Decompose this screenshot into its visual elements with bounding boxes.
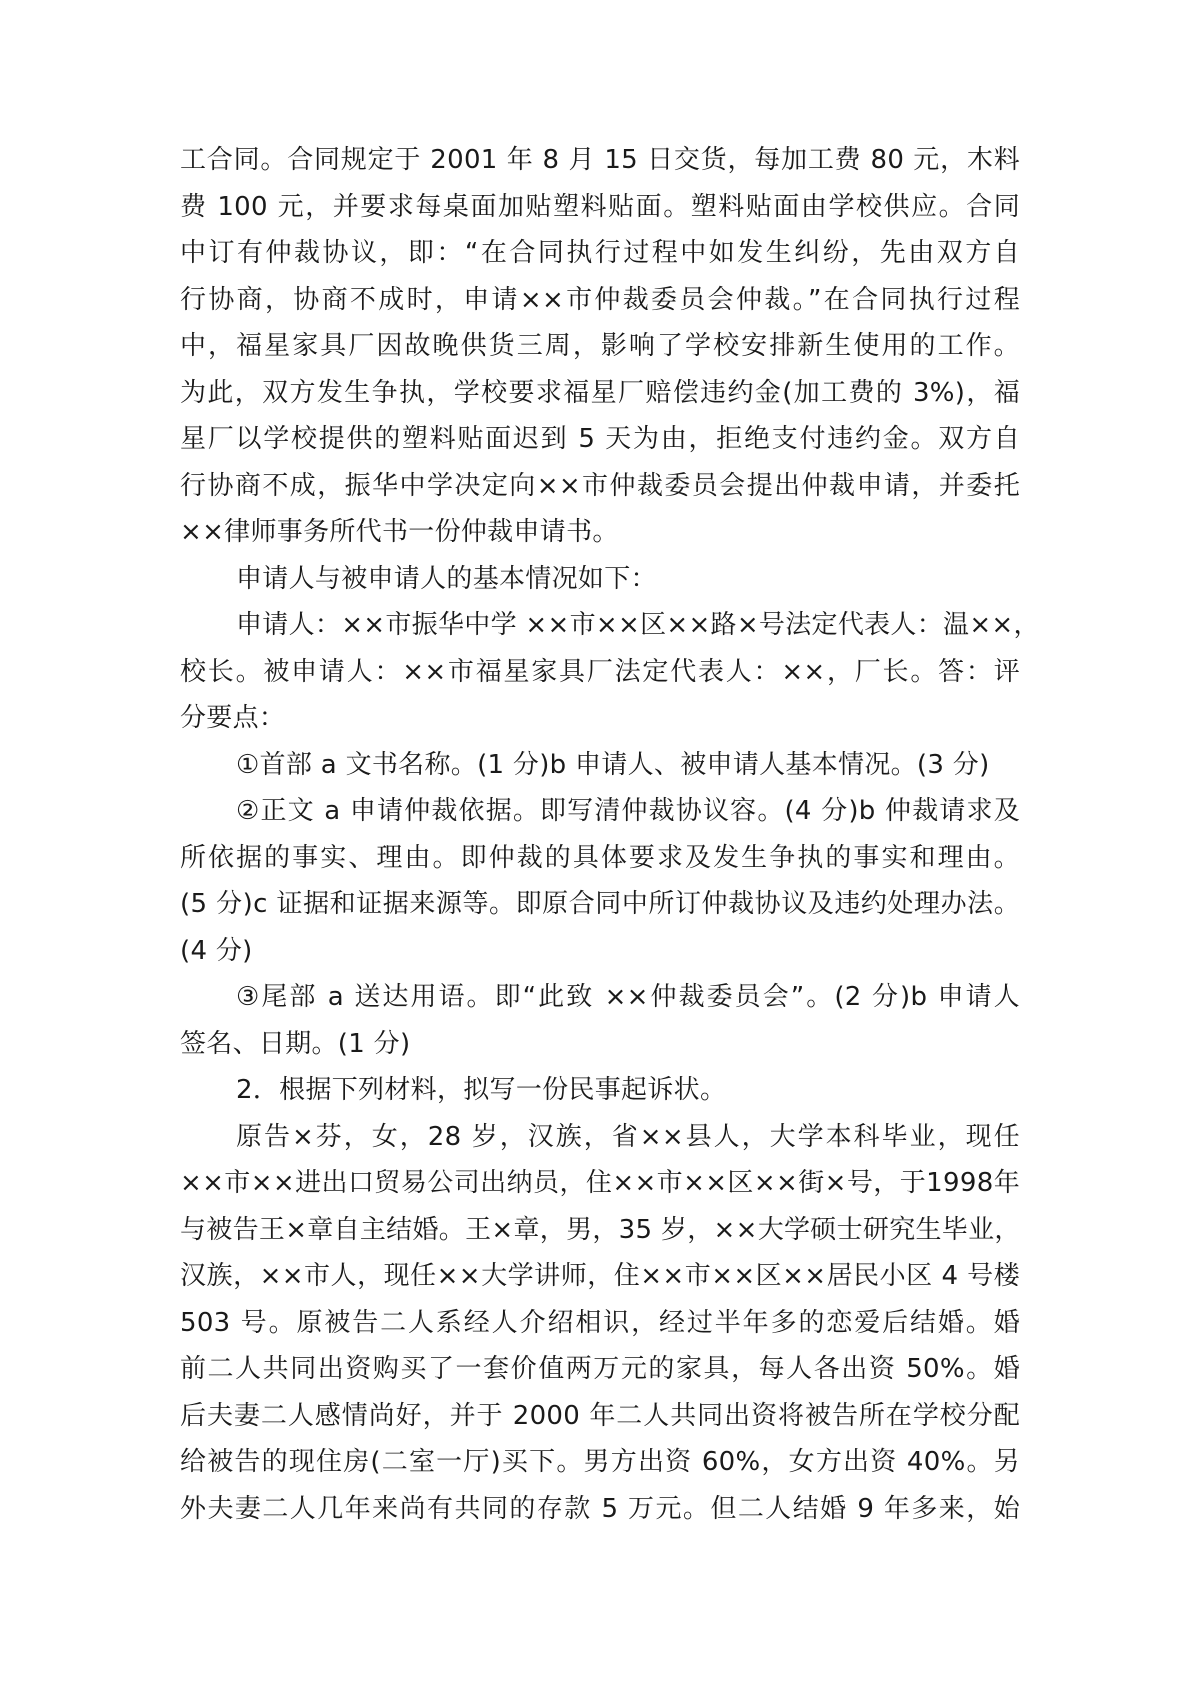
text-line: 费 100 元，并要求每桌面加贴塑料贴面。塑料贴面由学校供应。合同 [180,191,1020,222]
text-line: 工合同。合同规定于 2001 年 8 月 15 日交货，每加工费 80 元，木料 [180,145,1020,175]
text-line: 给被告的现住房(二室一厅)买下。男方出资 60%，女方出资 40%。另 [180,1447,1020,1477]
text-line: 所依据的事实、理由。即仲裁的具体要求及发生争执的事实和理由。 [180,842,1020,873]
text-line: 签名、日期。(1 分) [180,1028,411,1059]
text-line: ③尾部 a 送达用语。即“此致 ××仲裁委员会”。(2 分)b 申请人 [236,982,1020,1012]
text-line: 行协商，协商不成时，申请××市仲裁委员会仲裁。”在合同执行过程 [180,284,1020,315]
text-line: 外夫妻二人几年来尚有共同的存款 5 万元。但二人结婚 9 年多来，始 [180,1493,1020,1524]
text-line: (5 分)c 证据和证据来源等。即原合同中所订仲裁协议及违约处理办法。 [180,889,1020,919]
text-line: 为此，双方发生争执，学校要求福星厂赔偿违约金(加工费的 3%)，福 [180,377,1020,408]
text-line: 星厂以学校提供的塑料贴面迟到 5 天为由，拒绝支付违约金。双方自 [180,424,1020,454]
text-line: 分要点： [180,703,286,733]
document-body [180,137,1040,1532]
text-line: 与被告王×章自主结婚。王×章，男，35 岁，××大学硕士研究生毕业， [180,1214,1021,1245]
text-line: 申请人：××市振华中学 ××市××区××路×号法定代表人：温××， [236,610,1040,640]
text-line: 原告×芬，女，28 岁，汉族，省××县人，大学本科毕业，现任 [236,1121,1020,1152]
text-line: 前二人共同出资购买了一套价值两万元的家具，每人各出资 50%。婚 [180,1354,1020,1384]
text-line: 中，福星家具厂因故晚供货三周，影响了学校安排新生使用的工作。 [180,331,1020,361]
text-line: ①首部 a 文书名称。(1 分)b 申请人、被申请人基本情况。(3 分) [236,749,990,780]
text-line: 校长。被申请人：××市福星家具厂法定代表人：××，厂长。答：评 [180,656,1020,687]
text-line: 503 号。原被告二人系经人介绍相识，经过半年多的恋爱后结婚。婚 [180,1307,1020,1338]
text-line: ××市××进出口贸易公司出纳员，住××市××区××街×号，于1998年 [180,1168,1020,1198]
text-line: 中订有仲裁协议，即：“在合同执行过程中如发生纠纷，先由双方自 [180,238,1020,268]
text-line: 汉族，××市人，现任××大学讲师，住××市××区××居民小区 4 号楼 [180,1261,1020,1291]
text-line: ××律师事务所代书一份仲裁申请书。 [180,517,619,547]
text-line: 2．根据下列材料，拟写一份民事起诉状。 [236,1075,727,1105]
text-line: ②正文 a 申请仲裁依据。即写清仲裁协议容。(4 分)b 仲裁请求及 [236,796,1020,826]
text-line: 申请人与被申请人的基本情况如下： [236,563,657,594]
text-line: 行协商不成，振华中学决定向××市仲裁委员会提出仲裁申请，并委托 [180,470,1020,501]
text-line: (4 分) [180,935,253,966]
text-line: 后夫妻二人感情尚好，并于 2000 年二人共同出资将被告所在学校分配 [180,1400,1020,1431]
